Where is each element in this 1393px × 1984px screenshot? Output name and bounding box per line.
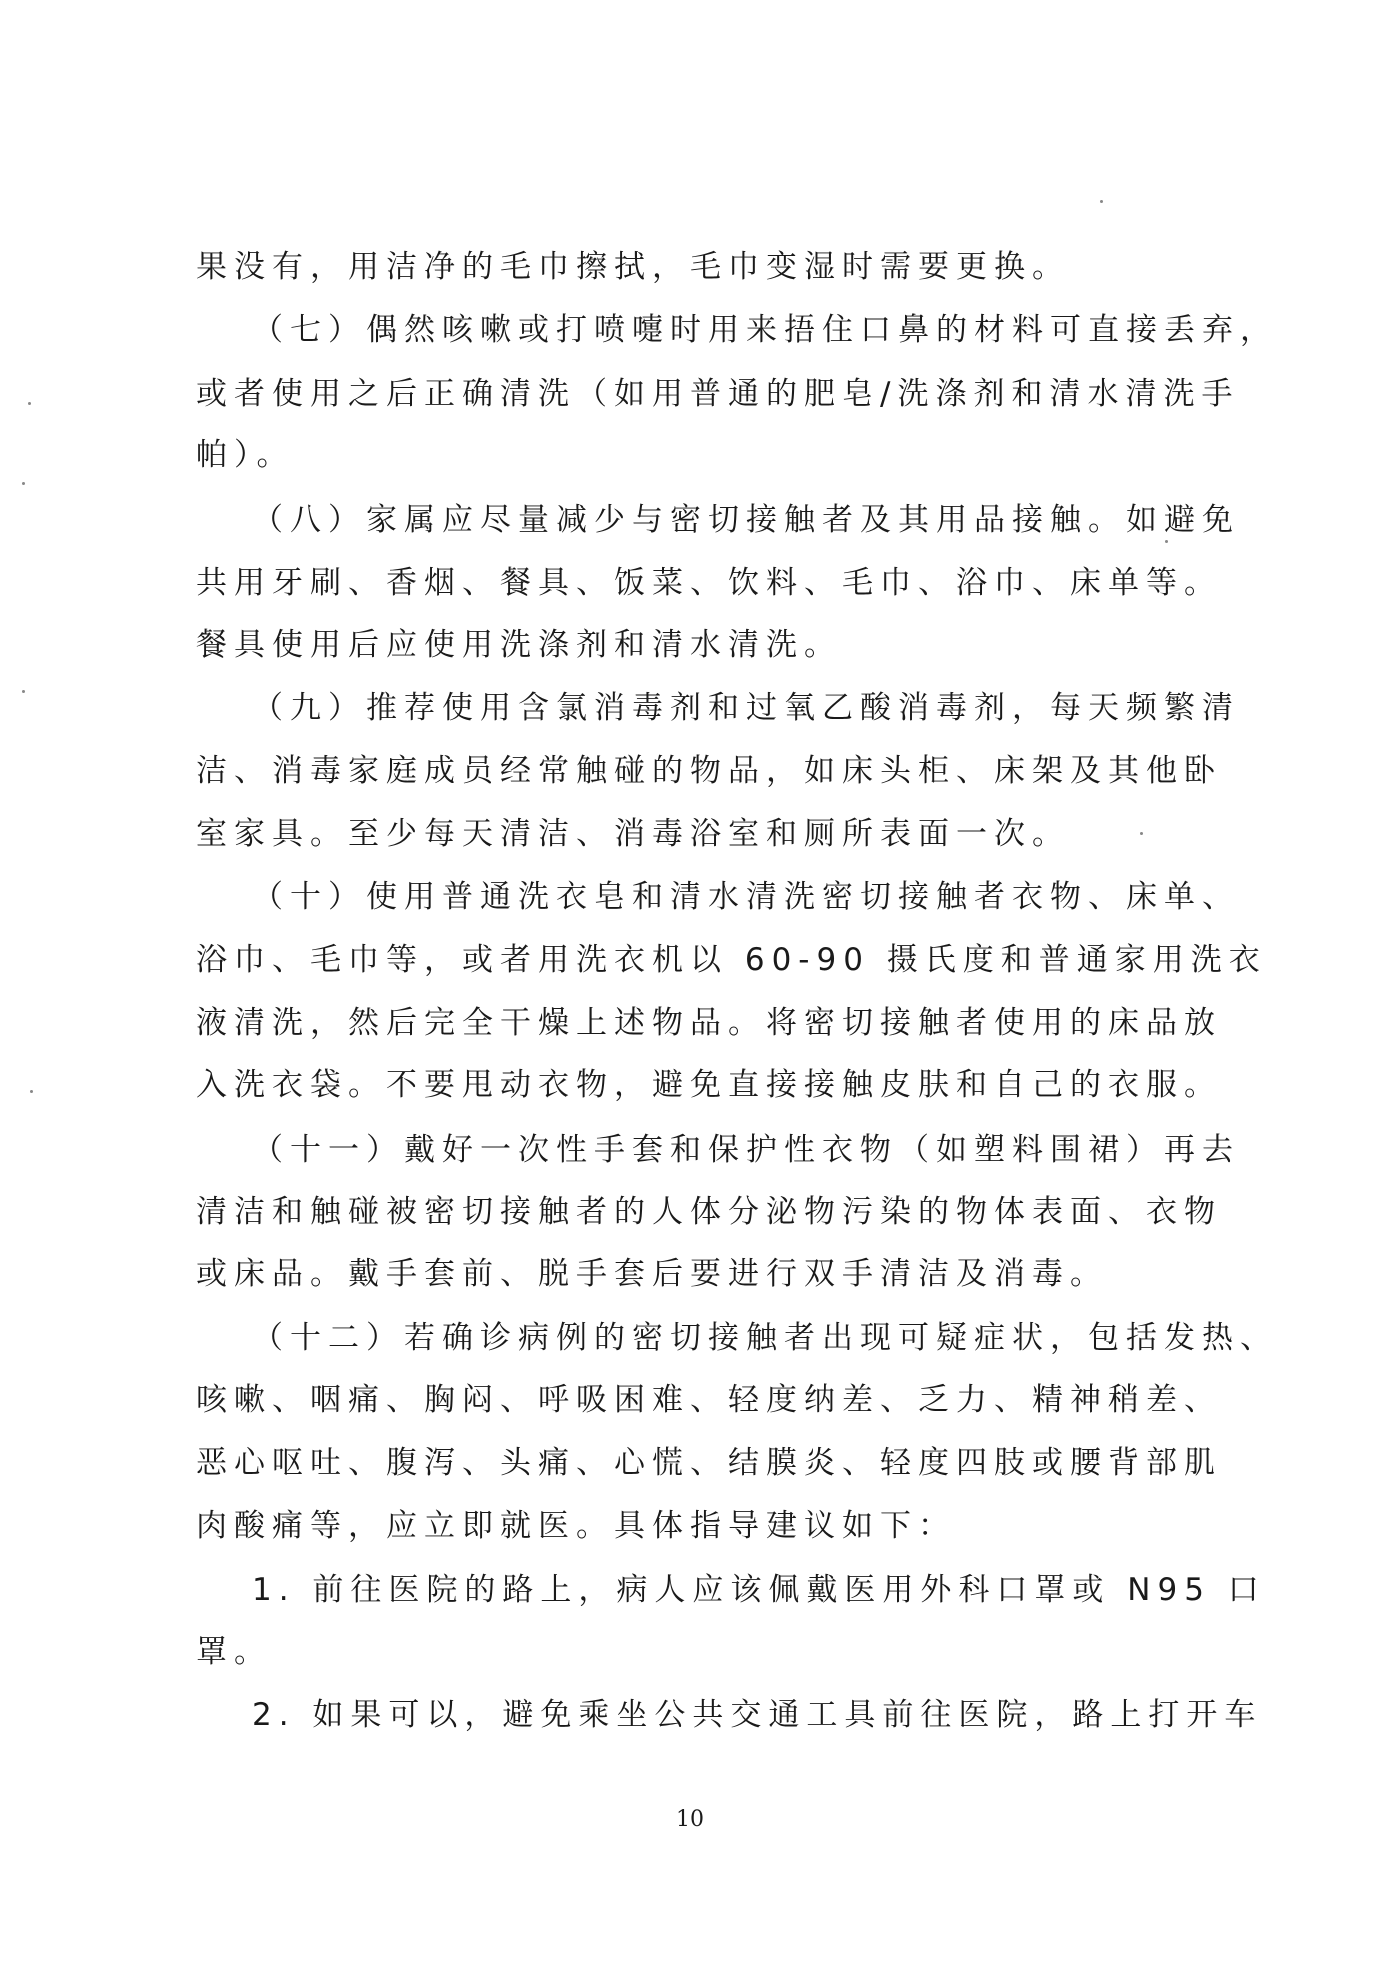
text-line: 罩。 [196,1634,272,1670]
scan-speck [30,1090,33,1093]
scan-speck [22,690,25,693]
scan-speck [1100,200,1103,203]
text-line: 恶心呕吐、腹泻、头痛、心慌、结膜炎、轻度四肢或腰背部肌 [196,1445,1222,1481]
page-number: 10 [676,1807,704,1832]
text-line: 或者使用之后正确清洗（如用普通的肥皂/洗涤剂和清水清洗手 [196,376,1240,412]
paragraph-11-start: （十一）戴好一次性手套和保护性衣物（如塑料围裙）再去 [252,1132,1240,1168]
text-line: 室家具。至少每天清洁、消毒浴室和厕所表面一次。 [196,816,1070,852]
text-line: 液清洗，然后完全干燥上述物品。将密切接触者使用的床品放 [196,1005,1222,1041]
text-line: 餐具使用后应使用洗涤剂和清水清洗。 [196,627,842,663]
text-line: 或床品。戴手套前、脱手套后要进行双手清洁及消毒。 [196,1256,1108,1292]
paragraph-7-start: （七）偶然咳嗽或打喷嚏时用来捂住口鼻的材料可直接丢弃， [252,312,1278,348]
scan-speck [28,402,31,405]
scan-speck [22,482,25,485]
text-line: 果没有，用洁净的毛巾擦拭，毛巾变湿时需要更换。 [196,249,1070,285]
list-item-1-start: 1. 前往医院的路上，病人应该佩戴医用外科口罩或 N95 口 [252,1572,1266,1608]
text-line: 入洗衣袋。不要甩动衣物，避免直接接触皮肤和自己的衣服。 [196,1067,1222,1103]
list-item-2-start: 2. 如果可以，避免乘坐公共交通工具前往医院，路上打开车 [252,1697,1263,1733]
text-line: 浴巾、毛巾等，或者用洗衣机以 60-90 摄氏度和普通家用洗衣 [196,942,1267,978]
text-line: 咳嗽、咽痛、胸闷、呼吸困难、轻度纳差、乏力、精神稍差、 [196,1382,1222,1418]
paragraph-8-start: （八）家属应尽量减少与密切接触者及其用品接触。如避免 [252,502,1240,538]
text-line: 清洁和触碰被密切接触者的人体分泌物污染的物体表面、衣物 [196,1194,1222,1230]
paragraph-12-start: （十二）若确诊病例的密切接触者出现可疑症状，包括发热、 [252,1320,1278,1356]
scan-speck [1140,832,1143,835]
paragraph-10-start: （十）使用普通洗衣皂和清水清洗密切接触者衣物、床单、 [252,879,1240,915]
text-line: 肉酸痛等，应立即就医。具体指导建议如下： [196,1508,956,1544]
paragraph-9-start: （九）推荐使用含氯消毒剂和过氧乙酸消毒剂，每天频繁清 [252,690,1240,726]
text-line: 洁、消毒家庭成员经常触碰的物品，如床头柜、床架及其他卧 [196,753,1222,789]
scan-speck [1165,540,1168,543]
text-line: 共用牙刷、香烟、餐具、饭菜、饮料、毛巾、浴巾、床单等。 [196,565,1222,601]
text-line: 帕）。 [196,437,295,473]
